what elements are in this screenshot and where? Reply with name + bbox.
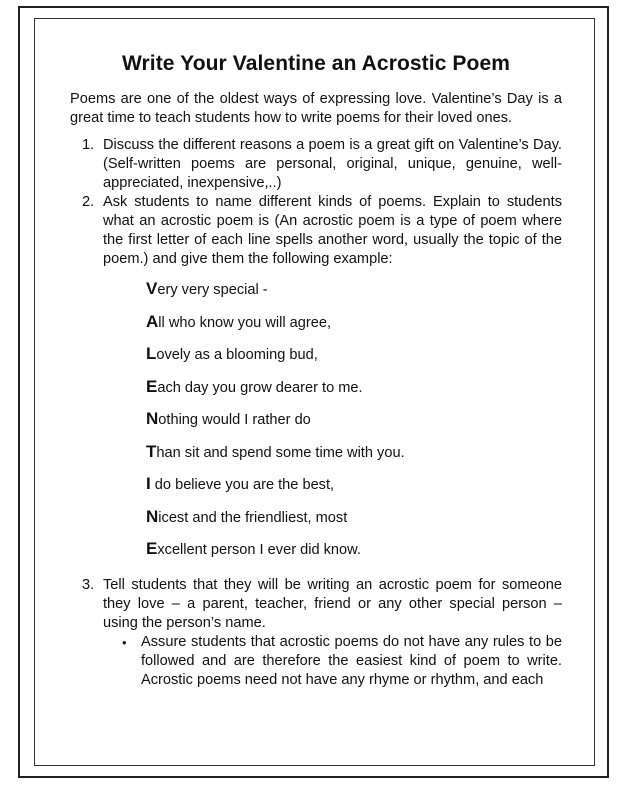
step-number: 1. [82, 137, 95, 153]
bullet-item [103, 633, 562, 690]
poem-line [146, 409, 562, 442]
poem-line [146, 442, 562, 475]
poem-initial: I [146, 474, 151, 493]
step-text: Discuss the different reasons a poem is a great gift on Valentine’s Day. (Self-written poems are personal, original, unique, genuine, well-appreciated, inexpensive,..) [103, 137, 562, 191]
poem-initial: A [146, 311, 159, 331]
steps-list [70, 136, 562, 690]
poem-line-text: ach day you grow dearer to me. [157, 379, 363, 396]
bullet-text: Assure students that acrostic poems do not have any rules to be followed and are therefore the easiest kind of poem to write. Acrostic poems need not have any rhyme or rhythm, and each [141, 633, 562, 688]
poem-line [146, 344, 562, 377]
page-title: Write Your Valentine an Acrostic Poem [121, 52, 511, 75]
poem-line [146, 474, 562, 507]
poem-line [146, 279, 562, 312]
poem-line [146, 377, 562, 410]
step-1 [70, 136, 562, 193]
poem-line-text: icest and the friendliest, most [158, 509, 348, 526]
poem-line [146, 539, 562, 572]
poem-line-text: ll who know you will agree, [158, 314, 332, 331]
intro-paragraph: Poems are one of the oldest ways of expressing love. Valentine’s Day is a great time to teach students how to write poems for their loved ones. [70, 91, 562, 126]
poem-initial: T [146, 441, 157, 461]
poem-initial: E [146, 539, 158, 558]
poem-initial: N [146, 409, 159, 428]
poem-initial: N [146, 506, 159, 526]
poem-line-text: ery very special - [157, 282, 268, 298]
poem-line-text: do believe you are the best, [150, 477, 335, 493]
step-2 [70, 193, 562, 572]
step-text: Ask students to name different kinds of poems. Explain to students what an acrostic poem is (An acrostic poem is a type of poem where the first letter of each line spells another word, usually the topic of the poem.) and give them the following example: [103, 194, 562, 267]
step-number: 2. [82, 194, 95, 210]
poem-initial: L [146, 344, 157, 363]
poem-line-text: othing would I rather do [158, 412, 311, 428]
poem-line-text: han sit and spend some time with you. [156, 444, 405, 461]
poem-line [146, 312, 562, 345]
bullet-icon: • [122, 634, 127, 650]
poem-line-text: xcellent person I ever did know. [157, 542, 361, 558]
bullet-list [103, 633, 562, 690]
poem-initial: V [146, 279, 158, 298]
step-number: 3. [82, 576, 95, 593]
step-text: Tell students that they will be writing an acrostic poem for someone they love – a parent, teacher, friend or any other special person – using the person’s name. [103, 576, 562, 631]
document-body [70, 52, 562, 690]
poem-line [146, 507, 562, 540]
poem-initial: E [146, 376, 158, 396]
step-3 [70, 576, 562, 690]
acrostic-poem [146, 279, 562, 572]
poem-line-text: ovely as a blooming bud, [156, 347, 318, 363]
